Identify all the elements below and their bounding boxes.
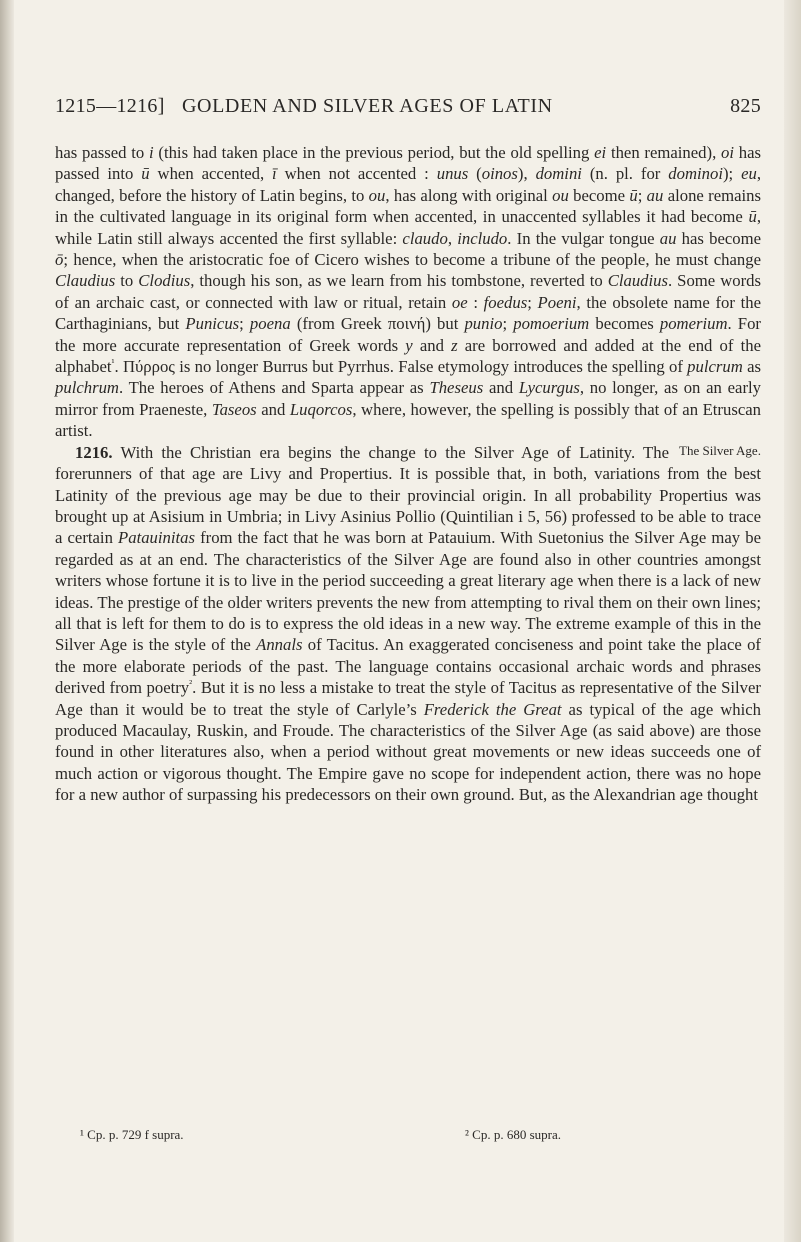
running-title: GOLDEN AND SILVER AGES OF LATIN bbox=[182, 95, 553, 117]
paragraph-1216: 1216. The Silver Age. With the Christian era begins the change to the Silver Age of Latinity. The forerunners of that age are Livy and Propertius. It is possible that, in both, variations from the best Latinity of the previous age may be due to their provincial origin. In all probability Propertius was brought up at Asisium in Umbria; in Livy Asinius Pollio (Quintilian i 5, 56) professed to be able to trace a certain Patauinitas from the fact that he was born at Patauium. With Suetonius the Silver Age may be regarded as at an end. The characteristics of the Silver Age are found also in other countries amongst writers whose fortune it is to live in the period succeeding a great literary age when there is a lack of new ideas. The prestige of the older writers prevents the new from attempting to rival them on their own lines; all that is left for them to do is to express the old ideas in a new way. The extreme example of this in the Silver Age is the style of the Annals of Tacitus. An exaggerated conciseness and point take the place of the more elaborate periods of the past. The language contains occasional archaic words and phrases derived from poetry$^{^2}$. But it is no less a mistake to treat the style of Tacitus as representative of the Silver Age than it would be to treat the style of Carlyle’s Frederick the Great as typical of the age which produced Macaulay, Ruskin, and Froude. The characteristics of the Silver Age (as said above) are those found in other literatures also, when a period without great movements or new ideas succeeds one of much action or vigorous thought. The Empire gave no scope for independent action, there was no hope for a new author of surpassing his predecessors on their own ground. But, as the Alexandrian age thought bbox=[55, 442, 761, 805]
footnote-2: ² Cp. p. 680 supra. bbox=[465, 1127, 561, 1142]
footnote-1: ¹ Cp. p. 729 f supra. bbox=[80, 1127, 184, 1142]
footnote-ref-1: ¹ bbox=[111, 357, 115, 369]
paragraph-number: 1216. bbox=[75, 442, 113, 462]
body-text bbox=[55, 142, 761, 806]
margin-note: The Silver Age. bbox=[679, 442, 761, 458]
section-range: 1215—1216] bbox=[55, 95, 165, 117]
paragraph-1215-continued: has passed to i (this had taken place in the previous period, but the old spelling ei then remained), oi has passed into ū when accented, ī when not accented : unus (oinos), domini (n. pl. for dominoi); eu, changed, before the history of Latin begins, to ou, has along with original ou become ū; au alone remains in the cultivated language in its original form when accented, in unaccented syllables it had become ū, while Latin still always accented the first syllable: claudo, includo. In the vulgar tongue au has become ō; hence, when the aristocratic foe of Cicero wishes to become a tribune of the people, he must change Claudius to Clodius, though his son, as we learn from his tombstone, reverted to Claudius. Some words of an archaic cast, or connected with law or ritual, retain oe : foedus; Poeni, the obsolete name for the Carthaginians, but Punicus; poena (from Greek ποινή) but punio; pomoerium becomes pomerium. For the more accurate representation of Greek words y and z are borrowed and added at the end of the alphabet$^{^1}$. Πύρρος is no longer Burrus but Pyrrhus. False etymology introduces the spelling of pulcrum as pulchrum. The heroes of Athens and Sparta appear as Theseus and Lycurgus, no longer, as on an early mirror from Praeneste, Taseos and Luqorcos, where, however, the spelling is possibly that of an Etruscan artist. bbox=[55, 143, 762, 441]
footnote-ref-2: ² bbox=[189, 678, 193, 690]
page-number: 825 bbox=[730, 95, 761, 117]
book-spine-shadow bbox=[0, 0, 14, 1242]
page-edge bbox=[784, 0, 801, 1242]
